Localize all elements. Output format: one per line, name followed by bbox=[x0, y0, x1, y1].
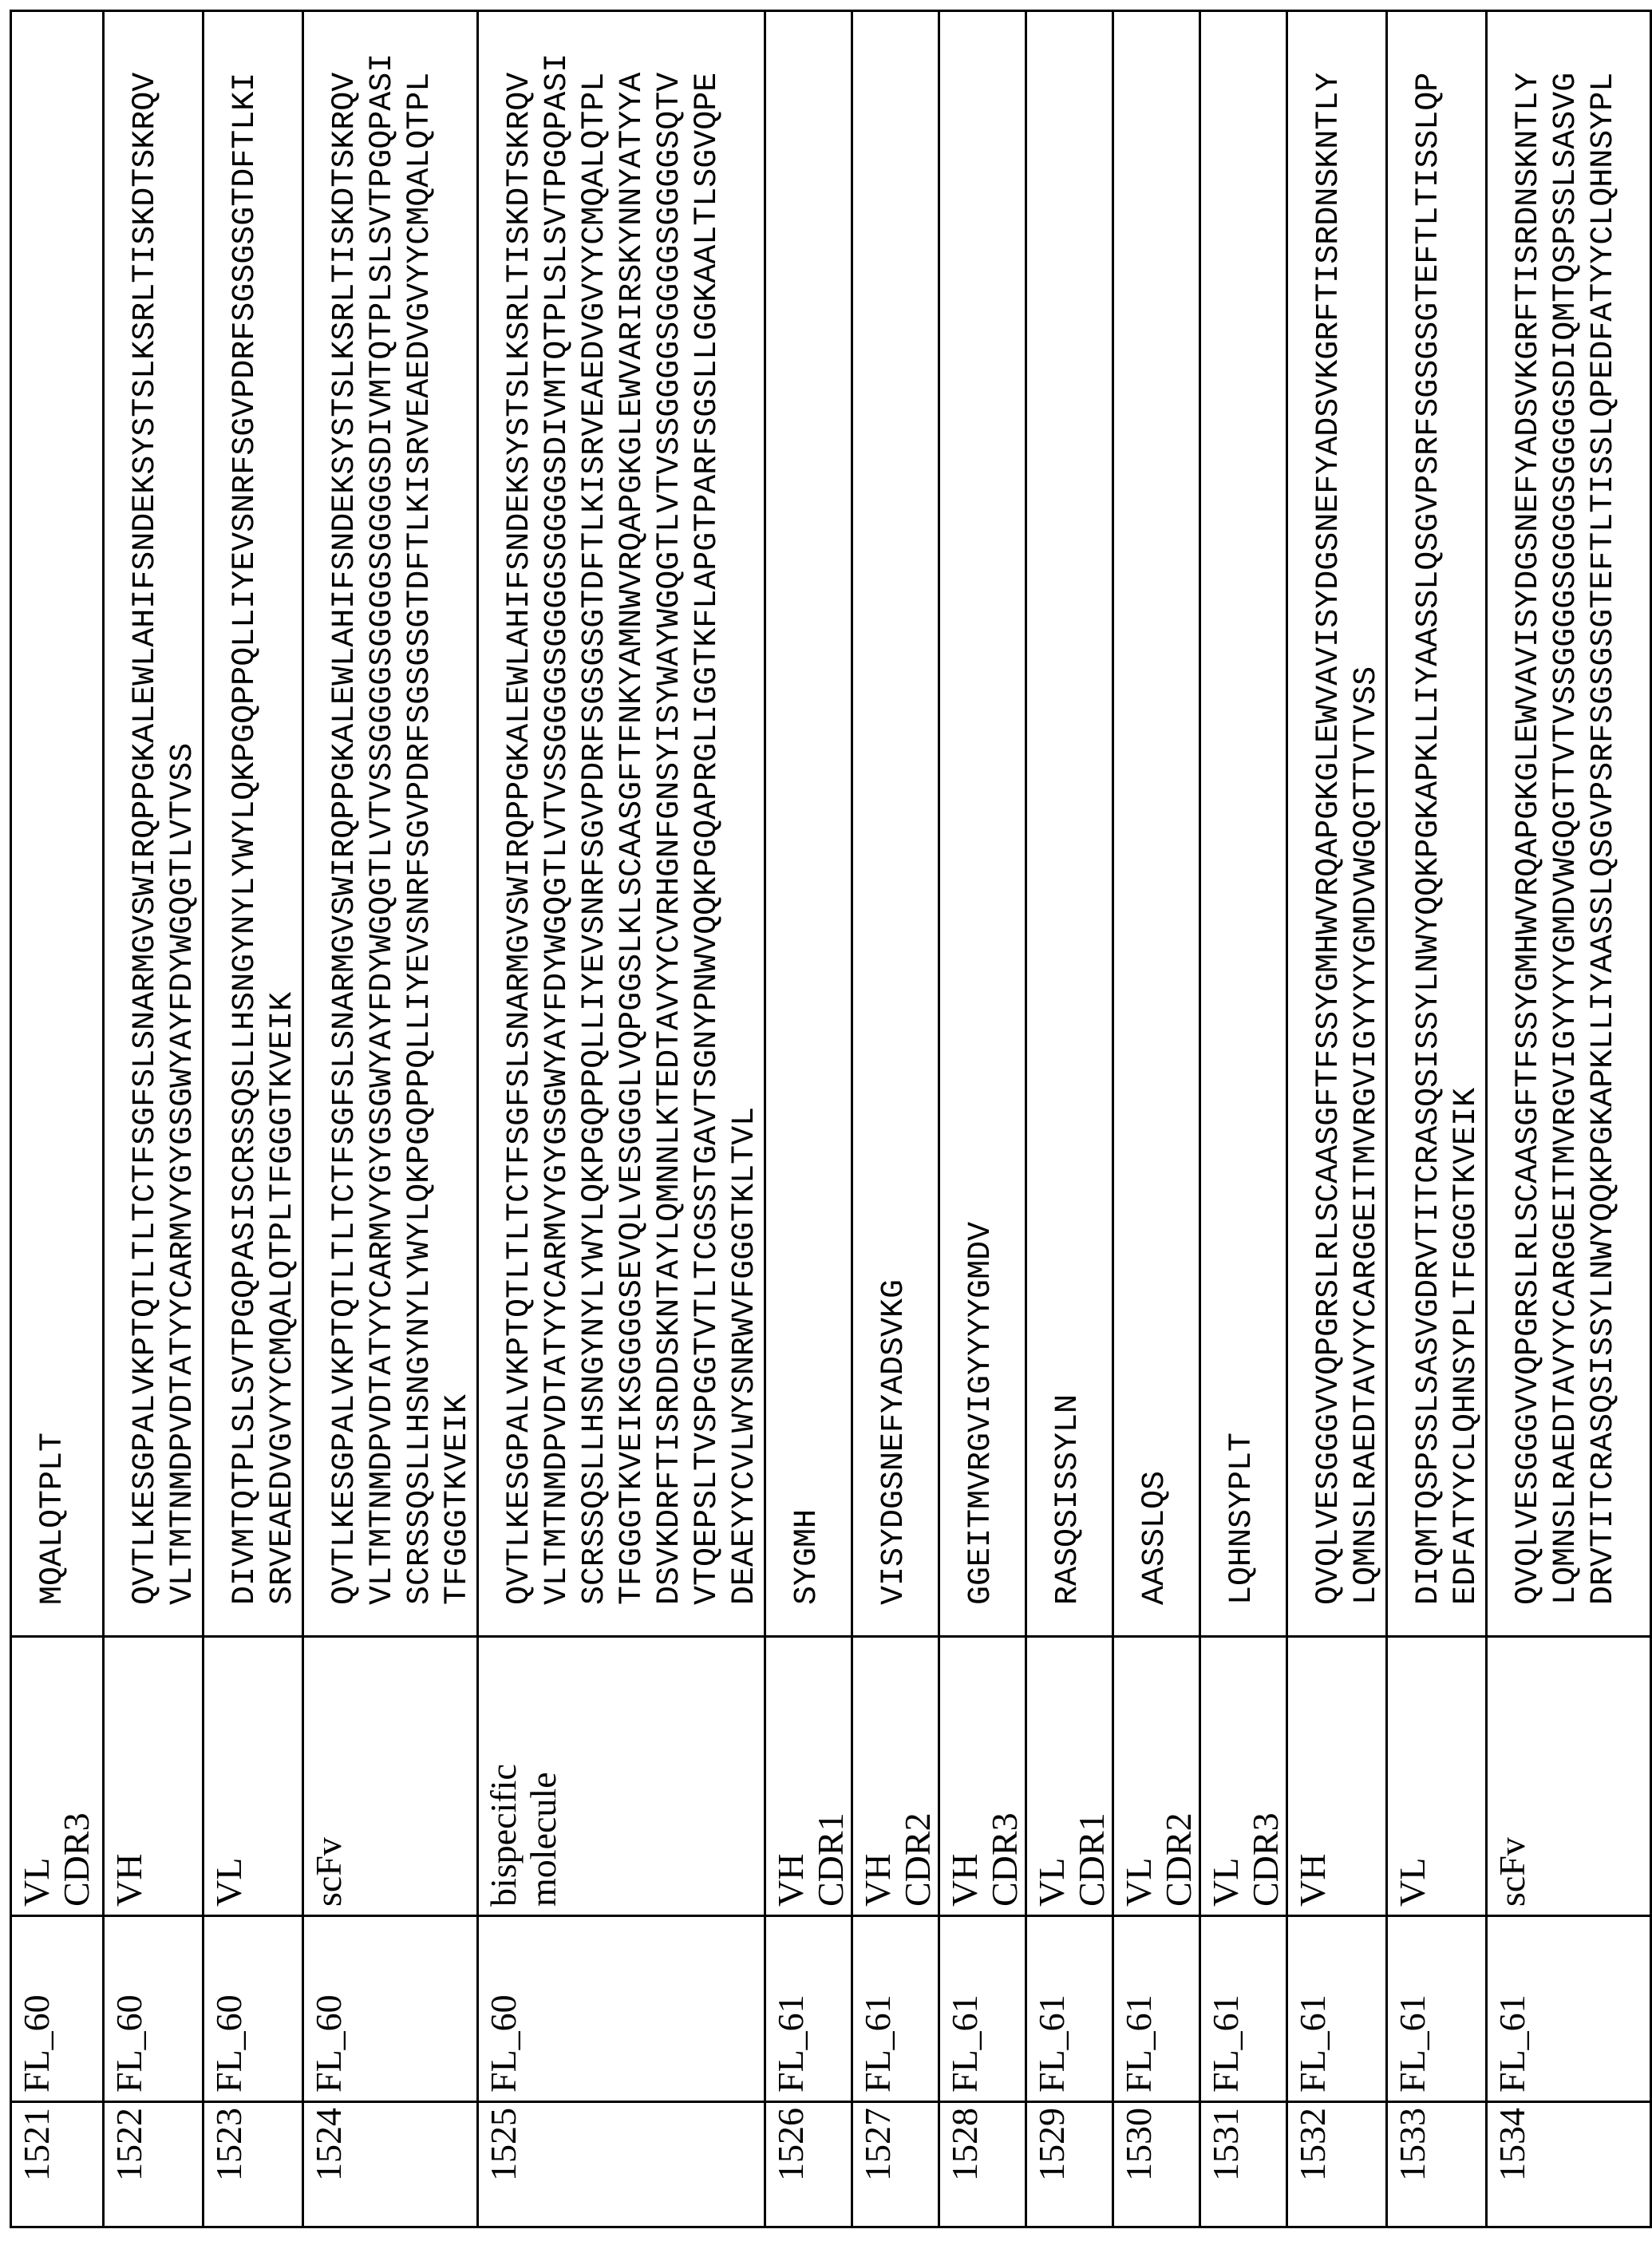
chain-type-text: VL bbox=[209, 1646, 249, 1907]
construct-id-text: FL_61 bbox=[1119, 1925, 1159, 2093]
construct-id bbox=[303, 1916, 478, 2102]
seq-id-number-text: 1530 bbox=[1119, 2108, 1159, 2218]
amino-acid-sequence bbox=[852, 11, 939, 1637]
construct-id bbox=[1113, 1916, 1200, 2102]
construct-id bbox=[1200, 1916, 1287, 2102]
seq-id-number-text: 1524 bbox=[309, 2108, 349, 2218]
document-page bbox=[0, 0, 1508, 2241]
table-row bbox=[1387, 11, 1487, 2227]
amino-acid-sequence-text: MQALQTPLT bbox=[34, 20, 72, 1605]
amino-acid-sequence-text: QVQLVESGGGVVQPGRSLRLSCAASGFTFSSYGMHWVRQAPGKGLEWVAVISYDGSNEFYADSVKGRFTISRDNSKNTLY LQMNSLRAEDTAVYYCARGGEITMVRGVIGYYYYGMDVWGQGTTVTVSSGGGGSGGGGSGGGGSDIQMTQSPSSLSASVG DRVTITCRASQSISSYLNWYQQKPGKAPKLLIYAASSLQSGVPSRFSGSGSGTEFTLTISSLQPEDFATYYCLQHNSYPL bbox=[1510, 20, 1622, 1605]
chain-type-text: VH CDR1 bbox=[771, 1646, 851, 1907]
chain-type bbox=[104, 1637, 204, 1916]
chain-type bbox=[765, 1637, 852, 1916]
table-row bbox=[11, 11, 104, 2227]
sequence-table bbox=[10, 10, 1652, 2228]
seq-id-number bbox=[11, 2102, 104, 2227]
amino-acid-sequence bbox=[1487, 11, 1651, 1637]
amino-acid-sequence-text: SYGMH bbox=[788, 20, 826, 1605]
construct-id-text: FL_61 bbox=[1492, 1925, 1532, 2093]
amino-acid-sequence-text: GGEITMVRGVIGYYYYGMDV bbox=[962, 20, 1000, 1605]
seq-id-number bbox=[1287, 2102, 1387, 2227]
chain-type-text: VL bbox=[1393, 1646, 1433, 1907]
construct-id-text: FL_61 bbox=[1393, 1925, 1433, 2093]
table-row bbox=[939, 11, 1026, 2227]
amino-acid-sequence bbox=[478, 11, 765, 1637]
chain-type-text: VH bbox=[109, 1646, 149, 1907]
construct-id bbox=[1387, 1916, 1487, 2102]
seq-id-number bbox=[1200, 2102, 1287, 2227]
amino-acid-sequence-text: QVTLKESGPALVKPTQTLTLTCTFSGFSLSNARMGVSWIRQPPGKALEWLAHIFSNDEKSYSTSLKSRLTISKDTSKRQV VLTMTNMDPVDTATYYCARMVYGYGSGWYAYFDYWGQGTLVTVSSGGGGSGGGGSGGGGSDIVMTQTPLSLSVTPGQPASI SCRSSQSLLHSNGYNYLYWYLQKPGQPPQLLIYEVSNRFSGVPDRFSGSGSGTDFTLKISRVEAEDVGVYYCMQALQTPL TFGGGTKVEIK bbox=[326, 20, 476, 1605]
table-row bbox=[1200, 11, 1287, 2227]
construct-id-text: FL_61 bbox=[858, 1925, 898, 2093]
chain-type-text: VL CDR3 bbox=[1206, 1646, 1286, 1907]
seq-id-number bbox=[765, 2102, 852, 2227]
amino-acid-sequence bbox=[1026, 11, 1113, 1637]
amino-acid-sequence-text: QVTLKESGPALVKPTQTLTLTCTFSGFSLSNARMGVSWIRQPPGKALEWLAHIFSNDEKSYSTSLKSRLTISKDTSKRQV VLTMTNMDPVDTATYYCARMVYGYGSGWYAYFDYWGQGTLVTVSS bbox=[127, 20, 202, 1605]
construct-id-text: FL_60 bbox=[309, 1925, 349, 2093]
construct-id bbox=[765, 1916, 852, 2102]
seq-id-number-text: 1526 bbox=[771, 2108, 811, 2218]
amino-acid-sequence-text: LQHNSYPLT bbox=[1223, 20, 1261, 1605]
table-row bbox=[478, 11, 765, 2227]
rotated-table-frame bbox=[0, 0, 1508, 2241]
seq-id-number-text: 1525 bbox=[484, 2108, 524, 2218]
chain-type-text: bispecific molecule bbox=[484, 1755, 563, 1907]
chain-type bbox=[939, 1637, 1026, 1916]
construct-id-text: FL_61 bbox=[771, 1925, 811, 2093]
chain-type-text: VL CDR1 bbox=[1032, 1646, 1112, 1907]
construct-id-text: FL_60 bbox=[109, 1925, 149, 2093]
chain-type bbox=[478, 1637, 765, 1916]
seq-id-number-text: 1528 bbox=[945, 2108, 985, 2218]
construct-id bbox=[478, 1916, 765, 2102]
seq-id-number bbox=[1387, 2102, 1487, 2227]
amino-acid-sequence-text: DIQMTQSPSSLSASVGDRVTITCRASQSISSYLNWYQQKPGKAPKLLIYAASSLQSGVPSRFSGSGSGTEFTLTISSLQP EDFATYYCLQHNSYPLTFGGGTKVEIK bbox=[1410, 20, 1485, 1605]
table-row bbox=[1287, 11, 1387, 2227]
amino-acid-sequence bbox=[1287, 11, 1387, 1637]
amino-acid-sequence bbox=[939, 11, 1026, 1637]
construct-id bbox=[104, 1916, 204, 2102]
table-row bbox=[852, 11, 939, 2227]
seq-id-number bbox=[1487, 2102, 1651, 2227]
seq-id-number-text: 1532 bbox=[1293, 2108, 1333, 2218]
amino-acid-sequence bbox=[1387, 11, 1487, 1637]
construct-id-text: FL_61 bbox=[1293, 1925, 1333, 2093]
construct-id bbox=[1287, 1916, 1387, 2102]
chain-type-text: VL CDR3 bbox=[17, 1646, 97, 1907]
amino-acid-sequence-text: DIVMTQTPLSLSVTPGQPASISCRSSQSLLHSNGYNYLYWYLQKPGQPPQLLIYEVSNRFSGVPDRFSGSGSGTDFTLKI SRVEAEDVGVYYCMQALQTPLTFGGGTKVEIK bbox=[227, 20, 302, 1605]
seq-id-number-text: 1529 bbox=[1032, 2108, 1072, 2218]
table-row bbox=[204, 11, 303, 2227]
sequence-table-body bbox=[11, 11, 1651, 2227]
table-row bbox=[1487, 11, 1651, 2227]
chain-type-text: scFv bbox=[1492, 1646, 1532, 1907]
construct-id-text: FL_61 bbox=[1032, 1925, 1072, 2093]
seq-id-number-text: 1533 bbox=[1393, 2108, 1433, 2218]
chain-type bbox=[1487, 1637, 1651, 1916]
seq-id-number-text: 1522 bbox=[109, 2108, 149, 2218]
seq-id-number-text: 1521 bbox=[17, 2108, 57, 2218]
chain-type bbox=[11, 1637, 104, 1916]
construct-id-text: FL_60 bbox=[484, 1925, 524, 2093]
construct-id bbox=[204, 1916, 303, 2102]
table-row bbox=[765, 11, 852, 2227]
chain-type-text: VH bbox=[1293, 1646, 1333, 1907]
chain-type bbox=[1387, 1637, 1487, 1916]
construct-id bbox=[1026, 1916, 1113, 2102]
construct-id-text: FL_61 bbox=[1206, 1925, 1246, 2093]
table-row bbox=[1026, 11, 1113, 2227]
chain-type bbox=[1026, 1637, 1113, 1916]
seq-id-number bbox=[104, 2102, 204, 2227]
chain-type bbox=[852, 1637, 939, 1916]
construct-id-text: FL_60 bbox=[17, 1925, 57, 2093]
chain-type-text: VH CDR2 bbox=[858, 1646, 938, 1907]
amino-acid-sequence-text: QVQLVESGGGVVQPGRSLRLSCAASGFTFSSYGMHWVRQAPGKGLEWVAVISYDGSNEFYADSVKGRFTISRDNSKNTLY LQMNSLRAEDTAVYYCARGGEITMVRGVIGYYYYGMDVWGQGTTVTVSS bbox=[1310, 20, 1385, 1605]
seq-id-number bbox=[478, 2102, 765, 2227]
table-row bbox=[1113, 11, 1200, 2227]
construct-id bbox=[852, 1916, 939, 2102]
chain-type bbox=[1287, 1637, 1387, 1916]
amino-acid-sequence bbox=[1200, 11, 1287, 1637]
table-row bbox=[104, 11, 204, 2227]
amino-acid-sequence bbox=[104, 11, 204, 1637]
seq-id-number-text: 1534 bbox=[1492, 2108, 1532, 2218]
seq-id-number-text: 1523 bbox=[209, 2108, 249, 2218]
amino-acid-sequence bbox=[303, 11, 478, 1637]
construct-id bbox=[1487, 1916, 1651, 2102]
seq-id-number bbox=[1026, 2102, 1113, 2227]
chain-type-text: scFv bbox=[309, 1646, 349, 1907]
chain-type bbox=[303, 1637, 478, 1916]
amino-acid-sequence-text: AASSLQS bbox=[1136, 20, 1174, 1605]
chain-type-text: VH CDR3 bbox=[945, 1646, 1025, 1907]
construct-id-text: FL_61 bbox=[945, 1925, 985, 2093]
seq-id-number bbox=[204, 2102, 303, 2227]
construct-id-text: FL_60 bbox=[209, 1925, 249, 2093]
amino-acid-sequence bbox=[204, 11, 303, 1637]
seq-id-number bbox=[852, 2102, 939, 2227]
amino-acid-sequence bbox=[11, 11, 104, 1637]
chain-type bbox=[1113, 1637, 1200, 1916]
chain-type-text: VL CDR2 bbox=[1119, 1646, 1199, 1907]
amino-acid-sequence-text: QVTLKESGPALVKPTQTLTLTCTFSGFSLSNARMGVSWIRQPPGKALEWLAHIFSNDEKSYSTSLKSRLTISKDTSKRQV VLTMTNMDPVDTATYYCARMVYGYGSGWYAYFDYWGQGTLVTVSSGGGGSGGGGSGGGGSDIVMTQTPLSLSVTPGQPASI SCRSSQSLLHSNGYNYLYWYLQKPGQPPQLLIYEVSNRFSGVPDRFSGSGSGTDFTLKISRVEAEDVGVYYCMQALQTPL TFGGGTKVEIKSGGGGSEVQLVESGGGLVQPGGSLKLSCAASGFTFNKYAMNWVRQAPGKGLEWVARIRSKYNNYATYYA DSVKDRFTISRDDSKNTAYLQMNNLKTEDTAVYYCVRHGNFGNSYISYWAYWGQGTLVTVSSGGGGSGGGGSGGGGSQTV VTQEPSLTVSPGGTVTLTCGSSTGAVTSGNYPNWVQQKPGQAPRGLIGGTKFLAPGTPARFSGSLLGGKAALTLSGVQPE DEAEYYCVLWYSNRWVFGGGTKLTVL bbox=[501, 20, 764, 1605]
amino-acid-sequence bbox=[765, 11, 852, 1637]
seq-id-number-text: 1531 bbox=[1206, 2108, 1246, 2218]
construct-id bbox=[939, 1916, 1026, 2102]
seq-id-number-text: 1527 bbox=[858, 2108, 898, 2218]
amino-acid-sequence-text: VISYDGSNEFYADSVKG bbox=[875, 20, 913, 1605]
chain-type bbox=[1200, 1637, 1287, 1916]
table-row bbox=[303, 11, 478, 2227]
chain-type bbox=[204, 1637, 303, 1916]
amino-acid-sequence bbox=[1113, 11, 1200, 1637]
seq-id-number bbox=[939, 2102, 1026, 2227]
seq-id-number bbox=[303, 2102, 478, 2227]
seq-id-number bbox=[1113, 2102, 1200, 2227]
amino-acid-sequence-text: RASQSISSYLN bbox=[1049, 20, 1087, 1605]
construct-id bbox=[11, 1916, 104, 2102]
